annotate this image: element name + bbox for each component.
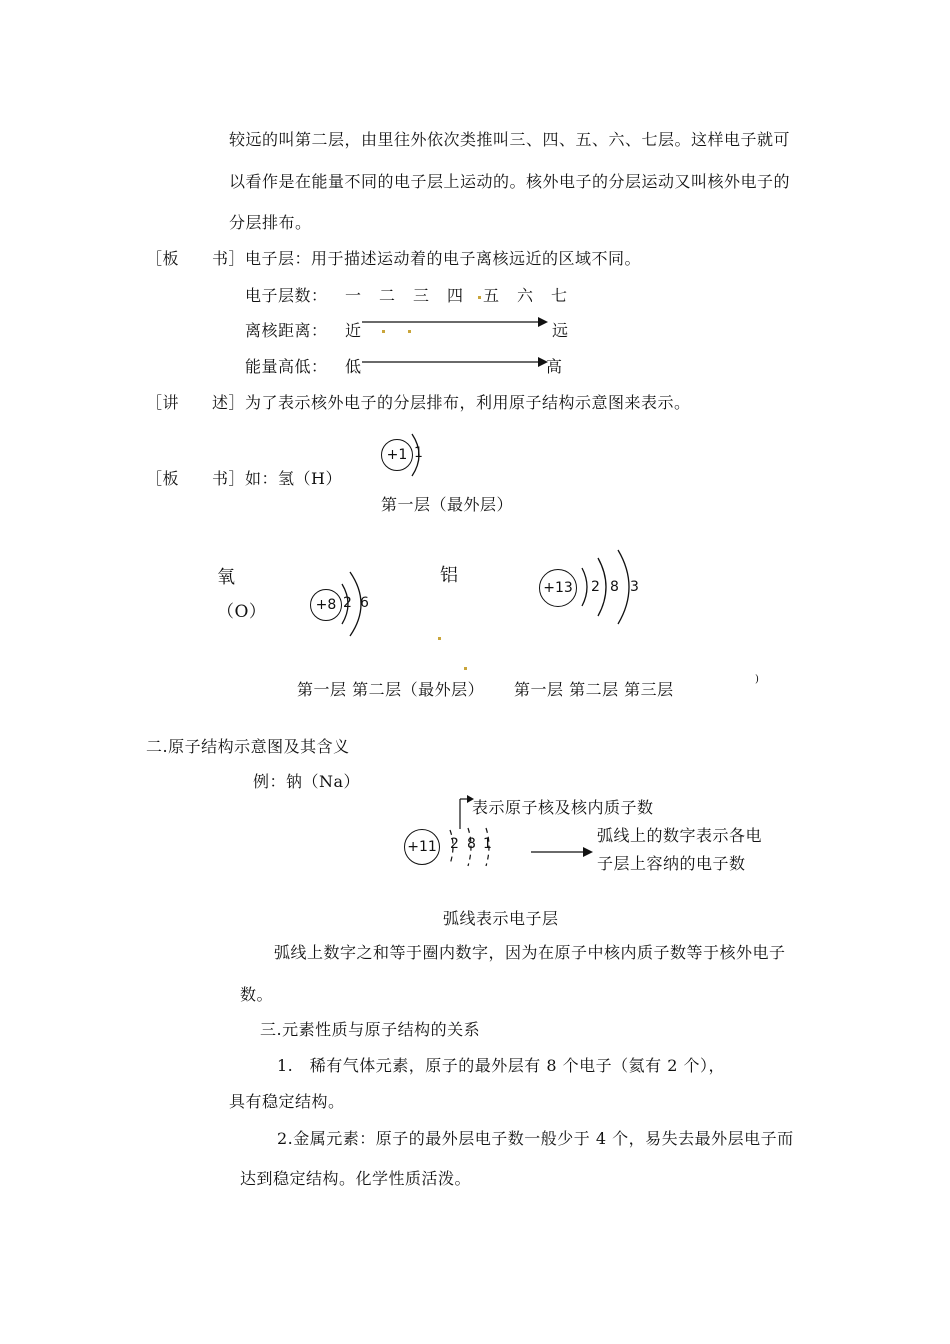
intro-line-2: 以看作是在能量不同的电子层上运动的。核外电子的分层运动又叫核外电子的 — [229, 172, 791, 191]
hydrogen-caption: 第一层（最外层） — [381, 495, 514, 514]
distance-far: 远 — [552, 321, 569, 340]
aluminum-electron-count: 8 — [610, 579, 619, 595]
hydrogen-nucleus: +1 — [381, 439, 413, 471]
stray-dot — [382, 330, 385, 333]
arc-number-note-1: 弧线上的数字表示各电 — [597, 826, 763, 845]
layer-number: 二 — [379, 286, 396, 305]
section-3-heading: 三.元素性质与原子结构的关系 — [260, 1020, 481, 1039]
sodium-electron-count: 1 — [483, 836, 492, 852]
aluminum-electron-count: 3 — [630, 579, 639, 595]
stray-dot — [438, 637, 441, 640]
energy-high: 高 — [546, 357, 563, 376]
hydrogen-electron-count: 1 — [414, 445, 423, 461]
distance-label: 离核距离： — [245, 321, 328, 340]
distance-arrow — [362, 316, 548, 328]
board-text-2: 如：氢（H） — [245, 469, 342, 488]
sodium-electron-count: 2 — [450, 836, 459, 852]
item-2-line-1: 2.金属元素：原子的最外层电子数一般少于 4 个，易失去最外层电子而 — [277, 1129, 794, 1148]
intro-line-1: 较远的叫第二层，由里往外依次类推叫三、四、五、六、七层。这样电子就可 — [229, 130, 791, 149]
section-2-heading: 二.原子结构示意图及其含义 — [146, 737, 350, 756]
stray-dot — [478, 296, 481, 299]
oxygen-caption: 第一层 第二层（最外层） — [297, 680, 485, 699]
arc-number-note-2: 子层上容纳的电子数 — [597, 854, 746, 873]
layer-number: 七 — [551, 286, 568, 305]
sum-line-2: 数。 — [240, 985, 274, 1004]
aluminum-caption: 第一层 第二层 第三层 — [514, 680, 674, 699]
intro-line-3: 分层排布。 — [229, 213, 312, 232]
arc-number-arrow — [531, 846, 593, 858]
distance-near: 近 — [345, 321, 362, 340]
stray-dot — [464, 667, 467, 670]
board-tag-1: ［板 书］ — [146, 249, 246, 268]
energy-arrow — [362, 356, 548, 368]
layer-number: 四 — [447, 286, 464, 305]
lecture-text: 为了表示核外电子的分层排布，利用原子结构示意图来表示。 — [245, 393, 691, 412]
lecture-tag: ［讲 述］ — [146, 393, 246, 412]
oxygen-name: 氧 — [217, 567, 236, 588]
board-text-1: 电子层：用于描述运动着的电子离核远近的区域不同。 — [245, 249, 642, 268]
oxygen-electron-count: 2 — [343, 595, 352, 611]
oxygen-symbol: （O） — [217, 602, 267, 622]
item-2-line-2: 达到稳定结构。化学性质活泼。 — [240, 1169, 472, 1188]
energy-low: 低 — [345, 357, 362, 376]
layer-number: 一 — [345, 286, 362, 305]
layer-count-label: 电子层数： — [245, 286, 328, 305]
arc-note: 弧线表示电子层 — [443, 909, 559, 928]
aluminum-electron-count: 2 — [591, 579, 600, 595]
oxygen-electron-count: 6 — [360, 595, 369, 611]
item-1-line-2: 具有稳定结构。 — [229, 1092, 345, 1111]
stray-mark: ) — [755, 674, 759, 685]
sum-line-1: 弧线上数字之和等于圈内数字，因为在原子中核内质子数等于核外电子 — [274, 943, 786, 962]
energy-label: 能量高低： — [245, 357, 328, 376]
layer-number: 五 — [483, 286, 500, 305]
layer-number: 六 — [517, 286, 534, 305]
aluminum-name: 铝 — [440, 565, 459, 586]
sodium-electron-count: 8 — [467, 836, 476, 852]
board-tag-2: ［板 书］ — [146, 469, 246, 488]
nucleus-note: 表示原子核及核内质子数 — [472, 798, 654, 817]
aluminum-nucleus: +13 — [539, 569, 577, 607]
item-1-line-1: 1. 稀有气体元素，原子的最外层有 8 个电子（氦有 2 个）， — [277, 1056, 725, 1075]
layer-number: 三 — [413, 286, 430, 305]
stray-dot — [408, 330, 411, 333]
oxygen-nucleus: +8 — [310, 589, 342, 621]
sodium-nucleus: +11 — [404, 829, 440, 865]
sodium-example: 例：钠（Na） — [253, 772, 361, 791]
